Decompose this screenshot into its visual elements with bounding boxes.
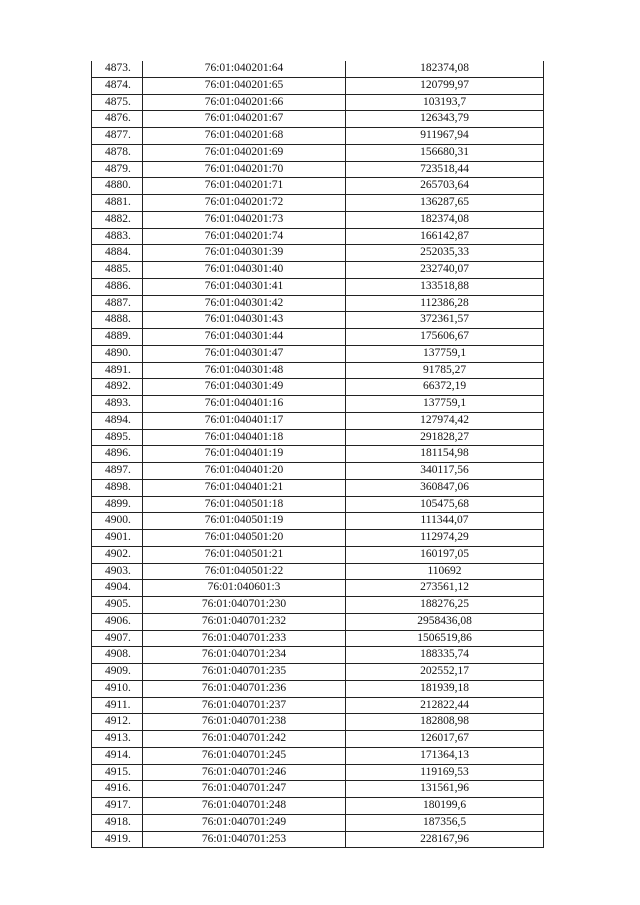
- row-number-cell: 4882.: [92, 211, 143, 228]
- row-number-cell: 4902.: [92, 546, 143, 563]
- table-row: [92, 530, 544, 547]
- row-number-cell: 4899.: [92, 496, 143, 513]
- cadastral-number-cell: 76:01:040301:49: [143, 379, 346, 396]
- cadastral-number-cell: 76:01:040501:18: [143, 496, 346, 513]
- row-number-cell: 4888.: [92, 312, 143, 329]
- table-row: [92, 764, 544, 781]
- row-number-cell: 4912.: [92, 714, 143, 731]
- row-number-cell: 4881.: [92, 195, 143, 212]
- cadastral-value-cell: 360847,06: [346, 479, 544, 496]
- cadastral-number-cell: 76:01:040701:234: [143, 647, 346, 664]
- cadastral-number-cell: 76:01:040701:233: [143, 630, 346, 647]
- table-row: [92, 295, 544, 312]
- cadastral-value-cell: 110692: [346, 563, 544, 580]
- cadastral-number-cell: 76:01:040401:18: [143, 429, 346, 446]
- row-number-cell: 4907.: [92, 630, 143, 647]
- cadastral-value-cell: 340117,56: [346, 463, 544, 480]
- cadastral-value-cell: 265703,64: [346, 178, 544, 195]
- row-number-cell: 4876.: [92, 111, 143, 128]
- cadastral-value-cell: 120799,97: [346, 77, 544, 94]
- cadastral-number-cell: 76:01:040701:235: [143, 664, 346, 681]
- cadastral-value-cell: 1506519,86: [346, 630, 544, 647]
- cadastral-value-cell: 136287,65: [346, 195, 544, 212]
- cadastral-number-cell: 76:01:040701:253: [143, 831, 346, 848]
- cadastral-number-cell: 76:01:040701:238: [143, 714, 346, 731]
- cadastral-value-cell: 119169,53: [346, 764, 544, 781]
- table-row: [92, 379, 544, 396]
- table-row: [92, 747, 544, 764]
- cadastral-value-cell: 156680,31: [346, 144, 544, 161]
- cadastral-number-cell: 76:01:040201:66: [143, 94, 346, 111]
- table-row: [92, 329, 544, 346]
- row-number-cell: 4904.: [92, 580, 143, 597]
- cadastral-number-cell: 76:01:040701:247: [143, 781, 346, 798]
- table-row: [92, 412, 544, 429]
- cadastral-value-cell: 202552,17: [346, 664, 544, 681]
- cadastral-number-cell: 76:01:040301:47: [143, 345, 346, 362]
- table-row: [92, 463, 544, 480]
- cadastral-value-cell: 2958436,08: [346, 613, 544, 630]
- table-row: [92, 814, 544, 831]
- cadastral-number-cell: 76:01:040701:246: [143, 764, 346, 781]
- cadastral-number-cell: 76:01:040301:39: [143, 245, 346, 262]
- row-number-cell: 4897.: [92, 463, 143, 480]
- cadastral-number-cell: 76:01:040501:21: [143, 546, 346, 563]
- cadastral-value-cell: 175606,67: [346, 329, 544, 346]
- cadastral-number-cell: 76:01:040301:48: [143, 362, 346, 379]
- cadastral-value-cell: 171364,13: [346, 747, 544, 764]
- row-number-cell: 4917.: [92, 798, 143, 815]
- row-number-cell: 4895.: [92, 429, 143, 446]
- row-number-cell: 4880.: [92, 178, 143, 195]
- cadastral-value-cell: 188276,25: [346, 597, 544, 614]
- cadastral-number-cell: 76:01:040701:249: [143, 814, 346, 831]
- cadastral-value-cell: 291828,27: [346, 429, 544, 446]
- table-row: [92, 647, 544, 664]
- cadastral-number-cell: 76:01:040201:65: [143, 77, 346, 94]
- cadastral-number-cell: 76:01:040501:20: [143, 530, 346, 547]
- cadastral-value-cell: 372361,57: [346, 312, 544, 329]
- cadastral-number-cell: 76:01:040201:67: [143, 111, 346, 128]
- table-row: [92, 228, 544, 245]
- table-row: [92, 546, 544, 563]
- table-row: [92, 128, 544, 145]
- row-number-cell: 4878.: [92, 144, 143, 161]
- table-row: [92, 144, 544, 161]
- cadastral-number-cell: 76:01:040301:41: [143, 278, 346, 295]
- cadastral-value-cell: 232740,07: [346, 262, 544, 279]
- table-row: [92, 345, 544, 362]
- cadastral-number-cell: 76:01:040401:16: [143, 396, 346, 413]
- cadastral-value-cell: 137759,1: [346, 345, 544, 362]
- row-number-cell: 4909.: [92, 664, 143, 681]
- cadastral-number-cell: 76:01:040401:17: [143, 412, 346, 429]
- cadastral-number-cell: 76:01:040701:245: [143, 747, 346, 764]
- row-number-cell: 4887.: [92, 295, 143, 312]
- cadastral-number-cell: 76:01:040701:248: [143, 798, 346, 815]
- cadastral-number-cell: 76:01:040201:64: [143, 61, 346, 77]
- row-number-cell: 4875.: [92, 94, 143, 111]
- cadastral-value-cell: 133518,88: [346, 278, 544, 295]
- table-row: [92, 630, 544, 647]
- row-number-cell: 4883.: [92, 228, 143, 245]
- table-row: [92, 781, 544, 798]
- cadastral-value-table: [91, 61, 544, 848]
- cadastral-value-cell: 112974,29: [346, 530, 544, 547]
- cadastral-value-cell: 105475,68: [346, 496, 544, 513]
- table-row: [92, 513, 544, 530]
- cadastral-value-cell: 103193,7: [346, 94, 544, 111]
- table-row: [92, 396, 544, 413]
- table-row: [92, 278, 544, 295]
- cadastral-number-cell: 76:01:040701:237: [143, 697, 346, 714]
- cadastral-number-cell: 76:01:040701:230: [143, 597, 346, 614]
- row-number-cell: 4894.: [92, 412, 143, 429]
- cadastral-number-cell: 76:01:040201:74: [143, 228, 346, 245]
- row-number-cell: 4874.: [92, 77, 143, 94]
- cadastral-number-cell: 76:01:040701:242: [143, 731, 346, 748]
- cadastral-value-cell: 252035,33: [346, 245, 544, 262]
- cadastral-value-cell: 723518,44: [346, 161, 544, 178]
- cadastral-value-cell: 127974,42: [346, 412, 544, 429]
- table-row: [92, 496, 544, 513]
- cadastral-value-cell: 228167,96: [346, 831, 544, 848]
- cadastral-value-cell: 112386,28: [346, 295, 544, 312]
- table-row: [92, 262, 544, 279]
- row-number-cell: 4893.: [92, 396, 143, 413]
- row-number-cell: 4877.: [92, 128, 143, 145]
- cadastral-number-cell: 76:01:040201:70: [143, 161, 346, 178]
- table-row: [92, 680, 544, 697]
- cadastral-value-cell: 182374,08: [346, 211, 544, 228]
- cadastral-value-cell: 66372,19: [346, 379, 544, 396]
- row-number-cell: 4873.: [92, 61, 143, 77]
- cadastral-value-cell: 126343,79: [346, 111, 544, 128]
- cadastral-number-cell: 76:01:040701:236: [143, 680, 346, 697]
- table-row: [92, 362, 544, 379]
- row-number-cell: 4892.: [92, 379, 143, 396]
- row-number-cell: 4919.: [92, 831, 143, 848]
- cadastral-number-cell: 76:01:040701:232: [143, 613, 346, 630]
- row-number-cell: 4910.: [92, 680, 143, 697]
- table-row: [92, 178, 544, 195]
- row-number-cell: 4896.: [92, 446, 143, 463]
- table-row: [92, 429, 544, 446]
- table-row: [92, 697, 544, 714]
- cadastral-number-cell: 76:01:040501:19: [143, 513, 346, 530]
- table-row: [92, 161, 544, 178]
- cadastral-value-cell: 91785,27: [346, 362, 544, 379]
- cadastral-value-cell: 137759,1: [346, 396, 544, 413]
- cadastral-number-cell: 76:01:040401:19: [143, 446, 346, 463]
- table-row: [92, 731, 544, 748]
- table-row: [92, 245, 544, 262]
- cadastral-number-cell: 76:01:040301:40: [143, 262, 346, 279]
- table-row: [92, 563, 544, 580]
- cadastral-value-cell: 212822,44: [346, 697, 544, 714]
- cadastral-value-cell: 166142,87: [346, 228, 544, 245]
- cadastral-value-cell: 911967,94: [346, 128, 544, 145]
- cadastral-value-cell: 188335,74: [346, 647, 544, 664]
- cadastral-number-cell: 76:01:040401:21: [143, 479, 346, 496]
- table-row: [92, 312, 544, 329]
- cadastral-value-cell: 181154,98: [346, 446, 544, 463]
- cadastral-value-cell: 182808,98: [346, 714, 544, 731]
- cadastral-number-cell: 76:01:040201:73: [143, 211, 346, 228]
- row-number-cell: 4908.: [92, 647, 143, 664]
- row-number-cell: 4915.: [92, 764, 143, 781]
- cadastral-value-cell: 182374,08: [346, 61, 544, 77]
- row-number-cell: 4900.: [92, 513, 143, 530]
- table-row: [92, 580, 544, 597]
- table-row: [92, 664, 544, 681]
- cadastral-number-cell: 76:01:040601:3: [143, 580, 346, 597]
- cadastral-value-cell: 131561,96: [346, 781, 544, 798]
- cadastral-number-cell: 76:01:040201:69: [143, 144, 346, 161]
- row-number-cell: 4891.: [92, 362, 143, 379]
- cadastral-number-cell: 76:01:040301:44: [143, 329, 346, 346]
- row-number-cell: 4905.: [92, 597, 143, 614]
- row-number-cell: 4916.: [92, 781, 143, 798]
- cadastral-number-cell: 76:01:040201:72: [143, 195, 346, 212]
- cadastral-number-cell: 76:01:040201:68: [143, 128, 346, 145]
- row-number-cell: 4913.: [92, 731, 143, 748]
- table-row: [92, 798, 544, 815]
- row-number-cell: 4898.: [92, 479, 143, 496]
- table-row: [92, 61, 544, 77]
- table-row: [92, 195, 544, 212]
- table-row: [92, 211, 544, 228]
- table-row: [92, 77, 544, 94]
- row-number-cell: 4911.: [92, 697, 143, 714]
- table-row: [92, 613, 544, 630]
- table-row: [92, 94, 544, 111]
- cadastral-value-cell: 273561,12: [346, 580, 544, 597]
- row-number-cell: 4886.: [92, 278, 143, 295]
- cadastral-value-cell: 187356,5: [346, 814, 544, 831]
- cadastral-number-cell: 76:01:040301:42: [143, 295, 346, 312]
- row-number-cell: 4906.: [92, 613, 143, 630]
- cadastral-value-cell: 111344,07: [346, 513, 544, 530]
- table-row: [92, 831, 544, 848]
- cadastral-number-cell: 76:01:040401:20: [143, 463, 346, 480]
- cadastral-number-cell: 76:01:040501:22: [143, 563, 346, 580]
- table-body: [92, 61, 544, 848]
- table-row: [92, 446, 544, 463]
- cadastral-number-cell: 76:01:040301:43: [143, 312, 346, 329]
- cadastral-value-cell: 126017,67: [346, 731, 544, 748]
- table-row: [92, 111, 544, 128]
- row-number-cell: 4884.: [92, 245, 143, 262]
- cadastral-value-cell: 181939,18: [346, 680, 544, 697]
- row-number-cell: 4879.: [92, 161, 143, 178]
- row-number-cell: 4903.: [92, 563, 143, 580]
- cadastral-value-cell: 180199,6: [346, 798, 544, 815]
- row-number-cell: 4918.: [92, 814, 143, 831]
- cadastral-value-cell: 160197,05: [346, 546, 544, 563]
- table-row: [92, 714, 544, 731]
- table-row: [92, 597, 544, 614]
- row-number-cell: 4901.: [92, 530, 143, 547]
- row-number-cell: 4889.: [92, 329, 143, 346]
- table-row: [92, 479, 544, 496]
- cadastral-number-cell: 76:01:040201:71: [143, 178, 346, 195]
- row-number-cell: 4914.: [92, 747, 143, 764]
- row-number-cell: 4890.: [92, 345, 143, 362]
- row-number-cell: 4885.: [92, 262, 143, 279]
